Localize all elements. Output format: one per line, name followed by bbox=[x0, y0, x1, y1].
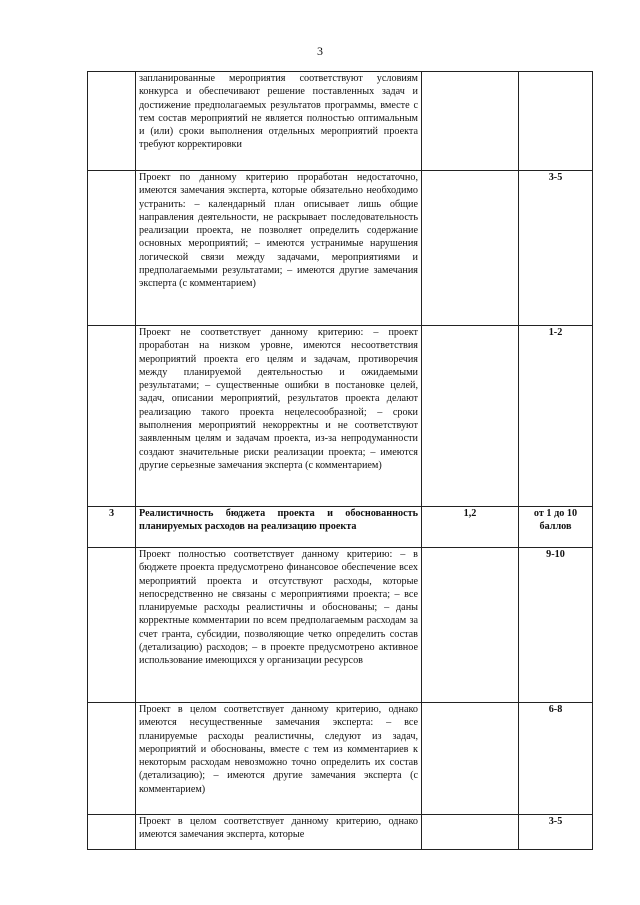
coefficient-cell bbox=[422, 815, 519, 850]
table-row bbox=[88, 548, 593, 703]
coefficient-cell bbox=[422, 703, 519, 815]
table-row bbox=[88, 326, 593, 507]
coefficient-cell bbox=[422, 72, 519, 171]
criterion-title: Реалистичность бюджета проекта и обоснованность планируемых расходов на реализацию проекта bbox=[136, 507, 422, 548]
score-cell: 9-10 bbox=[519, 548, 593, 703]
description-cell: Проект полностью соответствует данному критерию: – в бюджете проекта предусмотрено финансовое обеспечение всех мероприятий проекта и отсутствуют расходы, которые непосредственно не связаны с мероприятиями проекта; – все планируемые расходы реалистичны и обоснованы; – даны корректные комментарии по всем предполагаемым расходам за счет гранта, субсидии, позволяющие четко определить состав (детализацию) расходов; – в проекте предусмотрено активное использование имеющихся у организации ресурсов bbox=[136, 548, 422, 703]
description-cell: Проект не соответствует данному критерию: – проект проработан на низком уровне, имеются несоответствия мероприятий проекта его целям и задачам, противоречия между планируемой деятельностью и ожидаемыми результатами; – существенные ошибки в постановке целей, задач, описании мероприятий, результатов проекта делают реализацию такого проекта нецелесообразной; – сроки выполнения мероприятий некорректны и не соответствуют заявленным целям и задачам проекта, из-за непродуманности создают значительные риски реализации проекта; – имеются другие серьезные замечания эксперта (с комментарием) bbox=[136, 326, 422, 507]
description-cell: Проект по данному критерию проработан недостаточно, имеются замечания эксперта, которые обязательно необходимо устранить: – календарный план описывает лишь общие направления деятельности, не раскрывает последовательность реализации проекта, не позволяет определить содержание основных мероприятий; – имеются устранимые нарушения логической связи между задачами, мероприятиями и предполагаемыми результатами; – имеются другие замечания эксперта (с комментарием) bbox=[136, 171, 422, 326]
score-cell: 3-5 bbox=[519, 815, 593, 850]
table-row bbox=[88, 703, 593, 815]
page-number: 3 bbox=[317, 44, 323, 58]
number-cell bbox=[88, 171, 136, 326]
number-cell bbox=[88, 815, 136, 850]
criterion-number: 3 bbox=[88, 507, 136, 548]
score-cell: 1-2 bbox=[519, 326, 593, 507]
description-cell: Проект в целом соответствует данному критерию, однако имеются несущественные замечания эксперта: – все планируемые расходы реалистичны, следуют из задач, мероприятий и обоснованы, вместе с тем из комментариев к некоторым расходам невозможно точно определить их состав (детализацию); – имеются другие замечания эксперта (с комментарием) bbox=[136, 703, 422, 815]
number-cell bbox=[88, 72, 136, 171]
number-cell bbox=[88, 703, 136, 815]
number-cell bbox=[88, 326, 136, 507]
table-row bbox=[88, 171, 593, 326]
number-cell bbox=[88, 548, 136, 703]
score-cell: 3-5 bbox=[519, 171, 593, 326]
coefficient-cell bbox=[422, 326, 519, 507]
coefficient-cell bbox=[422, 548, 519, 703]
criterion-header-row bbox=[88, 507, 593, 548]
description-cell: запланированные мероприятия соответствуют условиям конкурса и обеспечивают решение поставленных задач и достижение предполагаемых результатов программы, вместе с тем состав мероприятий не является полностью оптимальным и (или) сроки выполнения отдельных мероприятий проекта требуют корректировки bbox=[136, 72, 422, 171]
description-cell: Проект в целом соответствует данному критерию, однако имеются замечания эксперта, которые bbox=[136, 815, 422, 850]
criterion-range: от 1 до 10 баллов bbox=[519, 507, 593, 548]
criteria-table bbox=[87, 71, 593, 850]
coefficient-cell bbox=[422, 171, 519, 326]
criterion-coefficient: 1,2 bbox=[422, 507, 519, 548]
score-cell: 6-8 bbox=[519, 703, 593, 815]
table-row bbox=[88, 815, 593, 850]
table-row bbox=[88, 72, 593, 171]
score-cell bbox=[519, 72, 593, 171]
